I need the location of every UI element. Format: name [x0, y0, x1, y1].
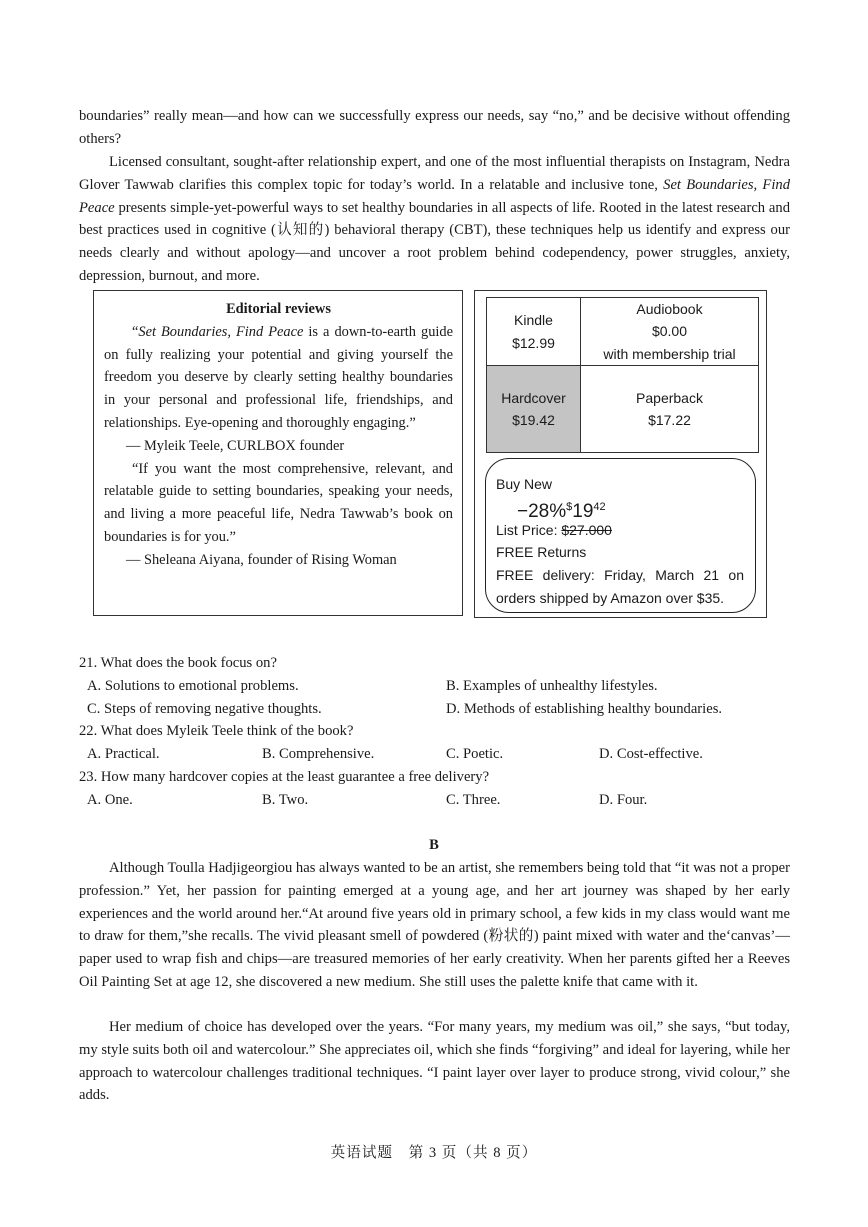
list-price-value: $27.000	[561, 522, 612, 538]
format-hardcover[interactable]	[487, 366, 581, 452]
buy-new-box	[485, 458, 756, 613]
review-quote-2: “If you want the most comprehensive, relevant, and relatable guide to setting boundaries, speaking your needs, and living a more peaceful life, Nedra Tawwab’s book on boundaries is for you.”	[104, 460, 453, 545]
passage-b-paragraph-2: Her medium of choice has developed over the years. “For many years, my medium was oil,” she says, “but today, my style suits both oil and watercolour.” She appreciates oil, which she finds “forgiving” and ideal for layering, while her approach to watercolour challenges traditional techniques. “I paint layer over layer to produce strong, vivid colour,” she adds.	[79, 1019, 790, 1104]
format-paperback-price: $17.22	[648, 412, 691, 428]
q23-option-b: B. Two.	[262, 792, 309, 808]
free-delivery-note: FREE delivery: Friday, March 21 on orders shipped by Amazon over $35.	[496, 567, 744, 606]
section-b-title: B	[429, 837, 439, 853]
format-audiobook-name: Audiobook	[636, 300, 703, 317]
passage-b-paragraph-1: Although Toulla Hadjigeorgiou has always wanted to be an artist, she remembers being told that “it was not a proper profession.” Yet, her passion for painting emerged at a young age, and her art journey was shaped by her early experiences and the world around her.“At around five years old in primary school, a few kids in my class would want me to draw for them,”she recalls. The vivid pleasant smell of powdered (粉状的) paint mixed with water and the‘canvas’—paper used to wrap fish and chips—are treasured memories of her early creativity. When her parents gifted her a Reeves Oil Painting Set at age 12, she discovered a new medium. She still uses the palette knife that came with it.	[79, 860, 790, 990]
question-23-stem: 23. How many hardcover copies at the least guarantee a free delivery?	[79, 769, 490, 785]
format-kindle-price: $12.99	[512, 334, 555, 351]
q22-option-d: D. Cost-effective.	[599, 746, 703, 762]
format-kindle[interactable]	[487, 298, 581, 366]
format-paperback[interactable]	[581, 366, 758, 452]
format-audiobook-price: $0.00	[651, 323, 688, 340]
price-cents: 42	[593, 501, 606, 513]
quote-open-mark: “	[132, 323, 139, 340]
review-signature-1: — Myleik Teele, CURLBOX founder	[126, 437, 345, 454]
discount-percent: −28%	[517, 501, 567, 522]
format-hardcover-price: $19.42	[512, 412, 555, 428]
review-book-title: Set Boundaries, Find Peace	[138, 323, 304, 340]
format-kindle-name: Kindle	[514, 312, 553, 328]
q23-option-c: C. Three.	[446, 792, 501, 808]
book-title: Set Boundaries, Find Peace	[79, 176, 790, 216]
q22-option-b: B. Comprehensive.	[262, 746, 375, 762]
passage-a-paragraph-1: boundaries” really mean—and how can we successfully express our needs, say “no,” and be decisive without offending others?	[79, 108, 790, 147]
buy-new-label: Buy New	[496, 476, 553, 492]
para2-text-after: presents simple-yet-powerful ways to set healthy boundaries in all aspects of life. Rooted in the latest research and best practices used in cognitive (认知的) behavioral therapy (CBT), these techniques help us identify and express our needs clearly and without apology—and uncover a root problem behind codependency, power struggles, anxiety, depression, burnout, and more.	[79, 199, 790, 284]
editorial-reviews-box	[93, 290, 463, 616]
review-quote-1	[104, 321, 453, 435]
q21-option-a: A. Solutions to emotional problems.	[87, 678, 299, 694]
format-audiobook[interactable]	[581, 298, 758, 366]
passage-a-paragraph-2	[79, 151, 790, 288]
q22-option-a: A. Practical.	[87, 746, 160, 762]
price-currency: $	[566, 501, 573, 513]
purchase-box	[474, 290, 767, 618]
q22-option-c: C. Poetic.	[446, 746, 504, 762]
review-quote-1-text: is a down-to-earth guide on fully realizing your potential and giving yourself the freedom you deserve by clearly setting healthy boundaries in your personal and professional life, friendships, and relationships. Eye-opening and thoroughly engaging.”	[104, 323, 453, 431]
format-paperback-name: Paperback	[636, 389, 703, 406]
question-21-stem: 21. What does the book focus on?	[79, 655, 277, 671]
editorial-heading: Editorial reviews	[226, 301, 331, 317]
review-signature-2: — Sheleana Aiyana, founder of Rising Woman	[126, 551, 397, 568]
q21-option-d: D. Methods of establishing healthy boundaries.	[446, 701, 723, 717]
format-hardcover-name: Hardcover	[501, 389, 566, 406]
price-whole: 19	[572, 501, 594, 522]
question-22-stem: 22. What does Myleik Teele think of the book?	[79, 723, 354, 739]
q23-option-a: A. One.	[87, 792, 133, 808]
q21-option-b: B. Examples of unhealthy lifestyles.	[446, 678, 658, 694]
free-returns: FREE Returns	[496, 544, 587, 560]
para2-text-before: Licensed consultant, sought-after relationship expert, and one of the most influential therapists on Instagram, Nedra Glover Tawwab clarifies this complex topic for today’s world. In a relatable and inclusive tone,	[79, 154, 790, 193]
format-options-grid	[486, 297, 759, 453]
page-footer: 英语试题 第 3 页（共 8 页）	[330, 1145, 538, 1161]
list-price-line	[496, 519, 612, 542]
list-price-label: List Price:	[496, 522, 558, 538]
q23-option-d: D. Four.	[599, 792, 648, 808]
q21-option-c: C. Steps of removing negative thoughts.	[87, 701, 322, 717]
format-audiobook-note: with membership trial	[603, 345, 736, 362]
